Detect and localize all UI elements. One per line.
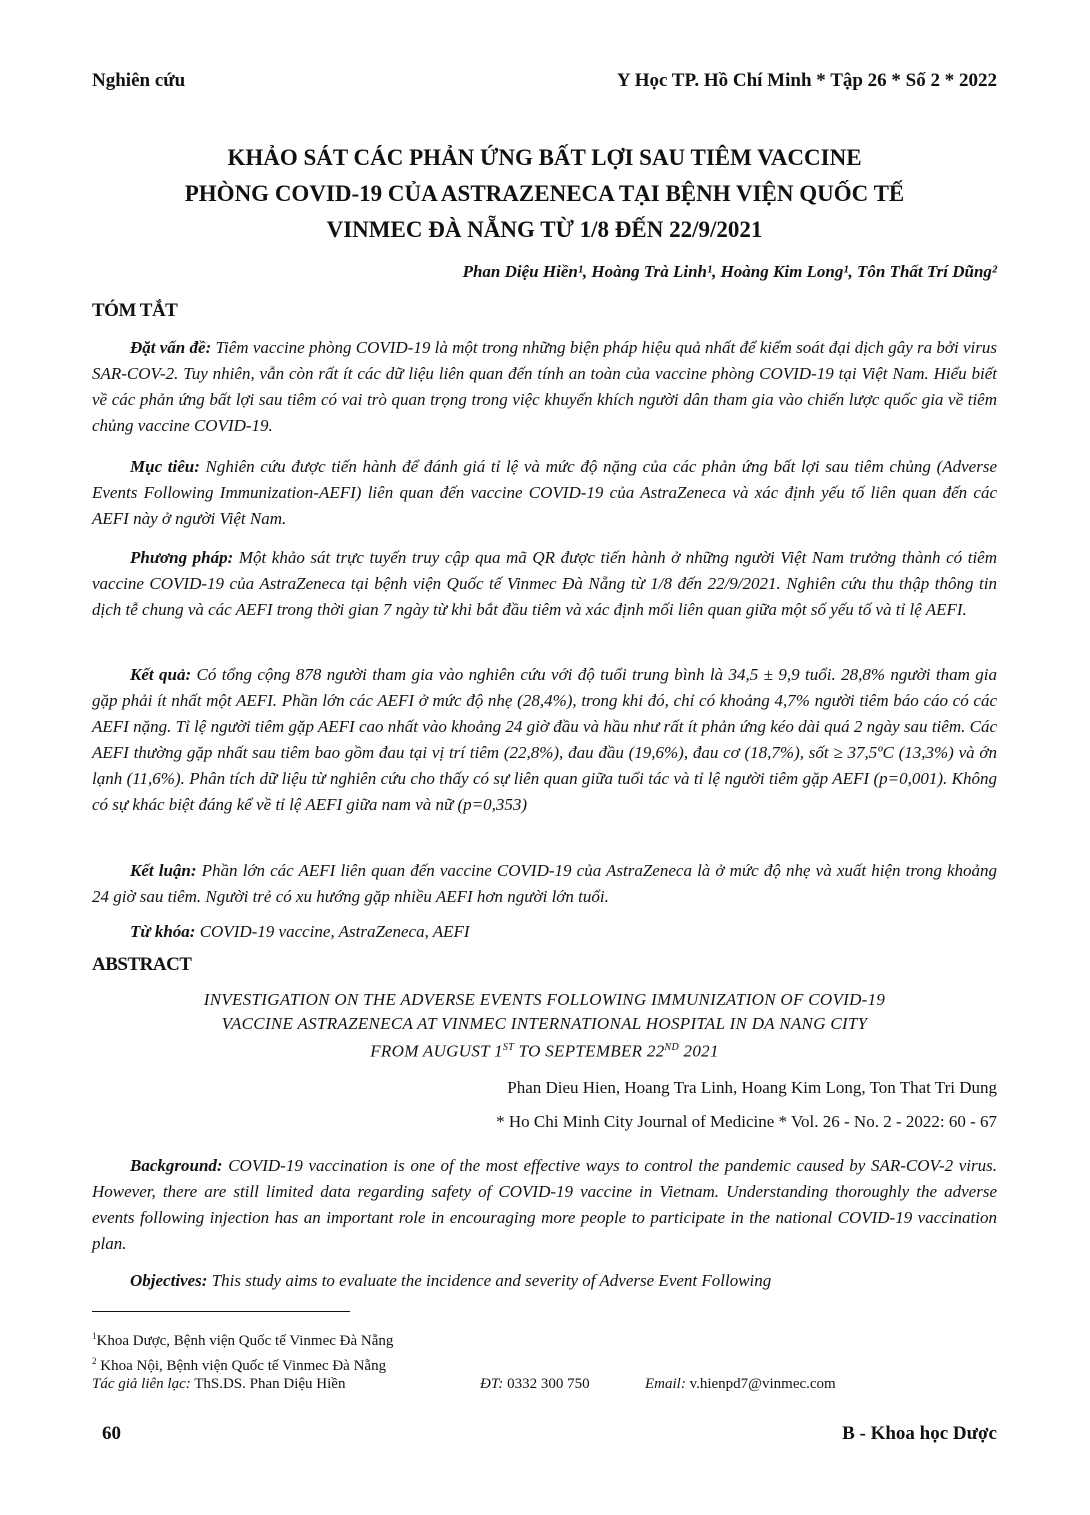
paragraph-label: Kết luận: [130, 861, 197, 880]
paragraph-label: Phương pháp: [130, 548, 234, 567]
paragraph-label: Từ khóa: [130, 922, 196, 941]
contact-email[interactable]: Email: v.hienpd7@vinmec.com [645, 1376, 836, 1392]
abstract-heading: ABSTRACT [92, 954, 192, 975]
paragraph-text: Có tổng cộng 878 người tham gia vào nghiên cứu với độ tuổi trung bình là 34,5 ± 9,9 tuổi. 28,8% người tham gia gặp phải ít nhất một AEFI. Phần lớn các AEFI ở mức độ nhẹ (28,4%), trong khi đó, chỉ có khoảng 4,7% người tiêm báo cáo có các AEFI nặng. Tỉ lệ người tiêm gặp AEFI cao nhất vào khoảng 24 giờ đầu và hầu như rất ít phản ứng kéo dài quá 2 ngày sau tiêm. Các AEFI thường gặp nhất sau tiêm bao gồm đau tại vị trí tiêm (22,8%), đau đầu (19,6%), đau cơ (18,7%), sốt ≥ 37,5ºC (13,3%) và ớn lạnh (11,6%). Phân tích dữ liệu từ nghiên cứu cho thấy có sự liên quan giữa tuổi tác và tỉ lệ người tiêm gặp AEFI (p=0,001). Không có sự khác biệt đáng kể về tỉ lệ AEFI giữa nam và nữ (p=0,353) [92, 665, 997, 814]
abstract-objectives [92, 1268, 997, 1294]
journal-citation: * Ho Chi Minh City Journal of Medicine * Vol. 26 - No. 2 - 2022: 60 - 67 [496, 1112, 997, 1131]
paragraph-text: Tiêm vaccine phòng COVID-19 là một trong những biện pháp hiệu quả nhất để kiểm soát đại dịch gây ra bởi virus SAR-COV-2. Tuy nhiên, vẫn còn rất ít các dữ liệu liên quan đến tính an toàn của vaccine phòng COVID-19 tại Việt Nam. Hiểu biết về các phản ứng bất lợi sau tiêm có vai trò quan trọng trong việc khuyến khích người dân tham gia vào chiến lược quốc gia về tiêm chủng vaccine COVID-19. [92, 338, 997, 435]
summary-heading: TÓM TẮT [92, 300, 178, 321]
paragraph-text: Phần lớn các AEFI liên quan đến vaccine COVID-19 của AstraZeneca là ở mức độ nhẹ và xuất hiện trong khoảng 24 giờ sau tiêm. Người trẻ có xu hướng gặp nhiều AEFI hơn người lớn tuổi. [92, 861, 998, 906]
summary-results [92, 662, 997, 818]
contact-phone: ĐT: 0332 300 750 [480, 1376, 590, 1392]
header-journal: Y Học TP. Hồ Chí Minh * Tập 26 * Số 2 * 2022 [616, 70, 997, 91]
summary-objectives [92, 454, 997, 532]
paper-title [92, 140, 997, 248]
authors-vietnamese: Phan Diệu Hiền¹, Hoàng Trà Linh¹, Hoàng Kim Long¹, Tôn Thất Trí Dũng² [462, 262, 997, 281]
paragraph-label: Objectives: [130, 1271, 208, 1290]
abstract-title-line: VACCINE ASTRAZENECA AT VINMEC INTERNATIONAL HOSPITAL IN DA NANG CITY [221, 1014, 868, 1033]
title-line: KHẢO SÁT CÁC PHẢN ỨNG BẤT LỢI SAU TIÊM VACCINE [227, 145, 862, 170]
page-number: 60 [102, 1423, 121, 1444]
summary-keywords [92, 919, 997, 945]
title-line: PHÒNG COVID-19 CỦA ASTRAZENECA TẠI BỆNH VIỆN QUỐC TẾ [184, 181, 905, 206]
paragraph-text: This study aims to evaluate the incidence and severity of Adverse Event Following [211, 1271, 772, 1290]
summary-methods [92, 545, 997, 623]
paragraph-label: Background: [130, 1156, 223, 1175]
title-line: VINMEC ĐÀ NẴNG TỪ 1/8 ĐẾN 22/9/2021 [326, 217, 763, 242]
running-header [92, 70, 997, 100]
paragraph-label: Mục tiêu: [130, 457, 200, 476]
paper-page [92, 0, 997, 1515]
paragraph-label: Đặt vấn đề: [130, 338, 212, 357]
corresponding-author: Tác giả liên lạc: ThS.DS. Phan Diệu Hiền ĐT: 0332 300 750 Email: v.hienpd7@vinmec.com [92, 1376, 836, 1392]
paragraph-text: Một khảo sát trực tuyến truy cập qua mã QR được tiến hành ở những người Việt Nam trưởng thành có tiêm vaccine COVID-19 của AstraZeneca tại bệnh viện Quốc tế Vinmec Đà Nẵng từ 1/8 đến 22/9/2021. Nghiên cứu thu thập thông tin dịch tễ chung và các AEFI trong thời gian 7 ngày từ khi bắt đầu tiêm và xác định mối liên quan giữa một số yếu tố và tỉ lệ AEFI. [92, 548, 997, 619]
paragraph-text: COVID-19 vaccine, AstraZeneca, AEFI [199, 922, 470, 941]
paragraph-text: COVID-19 vaccination is one of the most effective ways to control the pandemic caused by SAR-COV-2 virus. However, there are still limited data regarding safety of COVID-19 vaccine in Vietnam. Understanding thoroughly the adverse events following injection has an important role in encouraging more people to participate in the national COVID-19 vaccination plan. [92, 1156, 998, 1253]
abstract-background [92, 1153, 997, 1257]
abstract-title [92, 988, 997, 1064]
paragraph-text: Nghiên cứu được tiến hành để đánh giá tỉ lệ và mức độ nặng của các phản ứng bất lợi sau tiêm chủng (Adverse Events Following Immunization-AEFI) liên quan đến vaccine COVID-19 của AstraZeneca và xác định yếu tố liên quan đến các AEFI này ở người Việt Nam. [92, 457, 997, 528]
footnote-affiliation-2: $^2$ Khoa Nội, Bệnh viện Quốc tế Vinmec Đà Nẵng [92, 1356, 387, 1374]
authors-english: Phan Dieu Hien, Hoang Tra Linh, Hoang Kim Long, Ton That Tri Dung [507, 1078, 997, 1097]
abstract-title-line: INVESTIGATION ON THE ADVERSE EVENTS FOLLOWING IMMUNIZATION OF COVID-19 [203, 990, 886, 1009]
paragraph-label: Kết quả: [130, 665, 192, 684]
abstract-title-line: FROM AUGUST 1ST TO SEPTEMBER 22ND 2021 [370, 1041, 719, 1061]
footer-section: B - Khoa học Dược [842, 1423, 997, 1444]
summary-conclusion [92, 858, 997, 910]
footnote-affiliation-1: $^1$Khoa Dược, Bệnh viện Quốc tế Vinmec Đà Nẵng [92, 1331, 394, 1349]
contact-name: ThS.DS. Phan Diệu Hiền [190, 1376, 346, 1392]
footnote-divider [92, 1311, 350, 1312]
summary-background [92, 335, 997, 439]
header-section: Nghiên cứu [92, 70, 186, 91]
